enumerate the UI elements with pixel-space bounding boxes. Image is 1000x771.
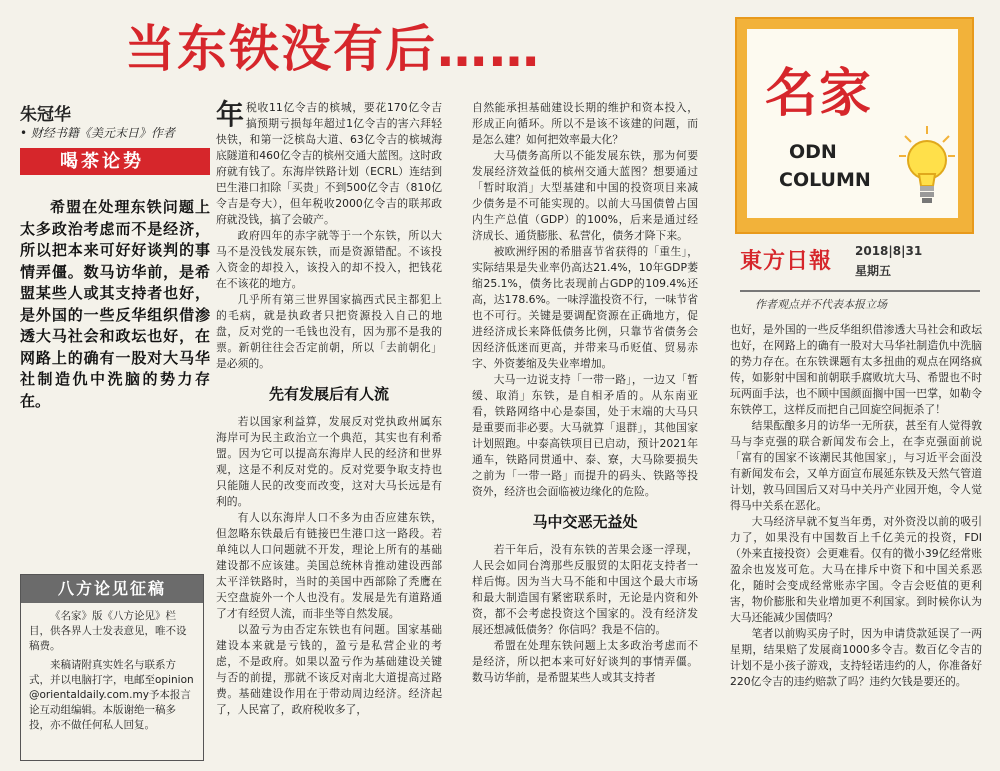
newspaper-masthead: 東方日報 <box>740 248 833 274</box>
publication-weekday: 星期五 <box>855 264 892 278</box>
col3-para-4: 笔者以前购买房子时，因为申请贷款延误了一两星期，结果赔了发展商1000多令吉。数百亿令吉的计划不是小孩子游戏，支持轻诺违约的人，你准备好220亿令吉的违约赔款了吗？违约欠钱是要还的。 <box>730 627 982 688</box>
author-title: • 财经书籍《美元末日》作者 <box>20 126 175 140</box>
submission-title: 八方论见征稿 <box>21 575 203 603</box>
pull-quote <box>20 197 210 412</box>
col1-para-5: 有人以东海岸人口不多为由否应建东铁，但忽略东铁最后有链接巴生港口这一路段。若单纯以人口问题就不开发，理论上所有的基础建设都不应该建。美国总统林肯推动建设西部太平洋铁路时，当时的美国中西部除了秃鹰在天空盘旋外一个人也没有。发展是先有道路通了才有经贸人流，而非坐等自然发展。 <box>216 511 442 620</box>
submission-para-2: 来稿请附真实姓名与联系方式，并以电脑打字，电邮至opinion@orientaldaily.com.my予本报言论互动组编辑。本版谢绝一稿多投，亦不做任何私人回复。 <box>29 659 194 731</box>
col2-para-6: 希盟在处理东铁问题上太多政治考虑而不是经济，所以把本来可好好谈判的事情弄僵。数马访华前，是希盟某些人或其支持者 <box>472 639 698 684</box>
article-column-1 <box>216 100 442 718</box>
logo-column: COLUMN <box>779 169 871 191</box>
submission-body <box>21 603 203 743</box>
article-column-2 <box>472 100 698 686</box>
col3-para-3: 大马经济早就不复当年勇，对外资没以前的吸引力了，如果没有中国数百上千亿美元的投资，FDI（外来直接投资）会更难看。仅有的微小39亿经常账盈余也岌岌可危。大马在排斥中资下和中国关系恶化，随时会变成经常账赤字国。令吉会贬值的更利害，物价膨胀和失业增加更不利国家。到时候你认为大马还能减少国债吗？ <box>730 515 982 624</box>
subheading-1: 先有发展后有人流 <box>268 385 389 403</box>
lightbulb-icon <box>897 124 957 209</box>
disclaimer: 作者观点并不代表本报立场 <box>755 298 887 311</box>
logo-title: 名家 <box>765 64 874 124</box>
column-logo-panel <box>747 29 958 218</box>
author-name: 朱冠华 <box>20 105 71 125</box>
col2-para-4: 大马一边说支持「一带一路」，一边又「暂缓、取消」东铁，是自相矛盾的。从东南亚看，铁路网络中心是泰国，处于末端的大马只是重要而非必要。大马就算「退群」，其他国家计划照跑。中泰高铁项目已启动，预计2021年通车，铁路同贯通中、泰、寮，大马除要损失之前为「一带一路」而提升的码头、铁路等投资外，经济也会面临被边缘化的危险。 <box>472 373 698 498</box>
col1-para-6: 以盈亏为由否定东铁也有问题。国家基础建设本来就是亏钱的，盈亏是私营企业的考虑，不是政府。如果以盈亏作为基础建设关键与否的前提，那就不该反对南北大道提高过路费。基础建设作用在于带动周边经济。经济起了，人民富了，政府税收多了， <box>216 623 442 716</box>
subheading-2: 马中交恶无益处 <box>532 513 638 531</box>
col1-para-1: 税收11亿令吉的槟城，要花170亿令吉搞预期亏损每年超过1亿令吉的害六拜轻快铁，和第一泛槟岛大道、63亿令吉的槟城海底隧道和460亿令吉的槟州交通大蓝图。这时政府就有钱了。东海岸铁路计划（ECRL）连结到巴生港口扣除「买贵」不到500亿令吉（810亿令吉是夸大），但年税收2000亿令吉的联邦政府就没钱，搞了会破产。 <box>216 101 442 226</box>
col1-para-2: 政府四年的赤字就等于一个东铁，所以大马不是没钱发展东铁，而是资源错配。不该投入资金的却投入，该投入的却不投入，把钱花在不该花的地方。 <box>216 229 442 290</box>
logo-odn: ODN <box>789 141 837 163</box>
col3-para-1: 也好，是外国的一些反华组织借渗透大马社会和政坛也好，在网路上的确有一股对大马华社制造仇中洗脑的势力存在。在东铁课题有太多扭曲的观点在网络疯传，如影射中国和前朝联手腐败坑大马、希盟也不时玩两面手法，也不顾中国颜面搁中国一巴掌，如勒令东铁停工，这样反而把自己回旋空间扼杀了！ <box>730 323 982 416</box>
submission-notice <box>20 574 204 761</box>
col1-para-3: 几乎所有第三世界国家搞西式民主都犯上的毛病，就是执政者只把资源投入自己的地盘，反对党的一毛钱也没有，因为那不是我的票。新朝往往会否定前朝，所以「去前朝化」是必须的。 <box>216 293 442 370</box>
drop-cap: 年 <box>216 98 245 131</box>
column-logo <box>735 17 974 234</box>
divider <box>740 290 980 292</box>
col2-para-2: 大马债务高所以不能发展东铁，那为何要发展经济效益低的槟州交通大蓝图？想要通过「暂时取消」大型基建和中国的投资项目来减少债务是不可能实现的。以前大马国债曾占国内生产总值（GDP）的100%，后来是通过经济成长、通货膨胀、私营化，债务才降下来。 <box>472 149 698 242</box>
headline: 当东铁没有后…… <box>125 20 541 78</box>
submission-para-1: 《名家》版《八方论见》栏目，供各界人士发表意见，唯不设稿费。 <box>29 610 187 652</box>
column-banner: 喝茶论势 <box>20 148 210 175</box>
col1-para-4: 若以国家利益算，发展反对党执政州属东海岸可为民主政治立一个典范，其实也有利希盟。因为它可以提高东海岸人民的经济和世界观，这是不利反对党的。反对党要争取支持也只能随人民的改变而改变，这对大马长远是有利的。 <box>216 415 442 508</box>
col2-para-3: 被欧洲纾困的希腊喜节省获得的「重生」，实际结果是失业率仍高达21.4%，10年GDP萎缩25.1%，债务比表现前占GDP的109.4%还高，达178.6%。一味浮滥投资不行，一味节省也不可行。关键是要调配资源在正确地方，促进经济成长来降低债务比例，只靠节省债务会因经济低迷而更高，并带来马币贬值、贸易赤字、外资萎缩及失业率增加。 <box>472 245 698 370</box>
publication-date: 2018|8|31 <box>855 244 923 258</box>
article-column-3 <box>730 322 982 690</box>
col2-para-5: 若干年后，没有东铁的苦果会逐一浮现，人民会如同台湾那些反服贸的太阳花支持者一样后悔。因为当大马不能和中国这个最大市场和最大制造国有紧密联系时，无论是内资和外资，都不会考虑投资这个国家的。没有经济发展还想减低债务？你信吗？我是不信的。 <box>472 543 698 636</box>
pull-quote-text: 希盟在处理东铁问题上太多政治考虑而不是经济，所以把本来可好好谈判的事情弄僵。数马访华前，是希盟某些人或其支持者也好，是外国的一些反华组织借渗透大马社会和政坛也好，在网路上的确有一股对大马华社制造仇中洗脑的势力存在。 <box>20 198 210 410</box>
col2-para-1: 自然能承担基础建设长期的维护和资本投入，形成正向循环。所以不是该不该建的问题，而是怎么建？如何把效率最大化？ <box>472 101 698 146</box>
col3-para-2: 结果酝酿多月的访华一无所获，甚至有人觉得敦马与李克强的联合新闻发布会上，在李克强面前说「富有的国家不该潮民其他国家」，与习近平会面没有新闻发布会，又单方面宣布展延东铁及天然气管道计划，敦马回国后又对马中关丹产业园开炮，令人觉得马中关系在恶化。 <box>730 419 982 512</box>
